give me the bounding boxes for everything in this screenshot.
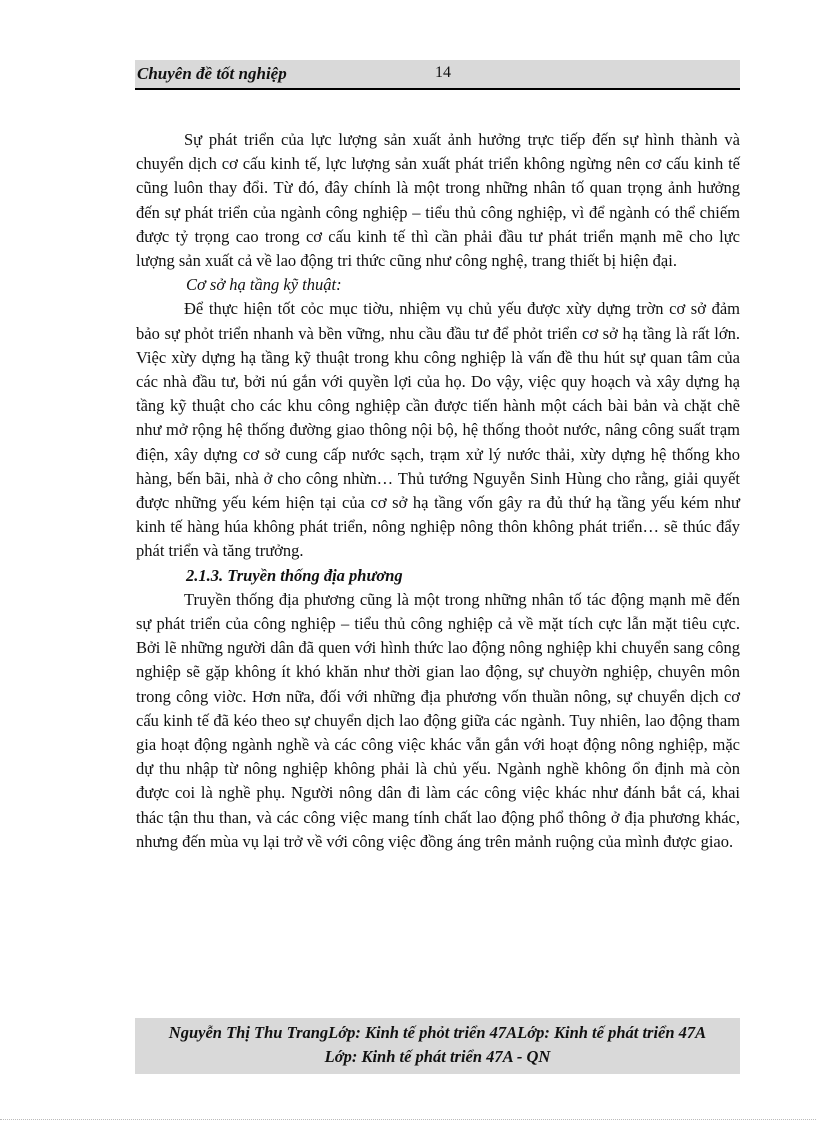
paragraph-local-tradition: Truyền thống địa phương cũng là một trong những nhân tố tác động mạnh mẽ đến sự phát triển của công nghiệp – tiểu thủ công nghiệp cả về mặt tích cực lẫn mặt tiêu cực. Bởi lẽ những người dân đã quen với hình thức lao động nông nghiệp khi chuyển sang công nghiệp sẽ gặp không ít khó khăn như thời gian lao động, sự chuyờn nghiệp, chuyên môn trong công viờc. Hơn nữa, đối với những địa phương vốn thuần nông, sự chuyển dịch cơ cấu kinh tế đã kéo theo sự chuyển dịch lao động giữa các ngành. Tuy nhiên, lao động tham gia hoạt động ngành nghề và các công việc khác vẫn gắn với hoạt động nông nghiệp, mặc dự thu nhập từ nông nghiệp không phải là chủ yếu. Ngành nghề không ổn định mà còn được coi là nghề phụ. Người nông dân đi làm các công việc khác như đánh bắt cá, khai thác tận thu than, và các công việc mang tính chất lao động phổ thông ở địa phương khác, nhưng đến mùa vụ lại trở về với công việc đồng áng trên mảnh ruộng của mình được giao.: [136, 589, 740, 851]
document-body: [136, 128, 740, 854]
page-number: 14: [435, 64, 451, 81]
page-bottom-divider: [0, 1119, 816, 1120]
paragraph-infrastructure: Để thực hiện tốt cỏc mục tiờu, nhiệm vụ chủ yếu được xừy dựng trờn cơ sở đảm bảo sự phỏt triển nhanh và bền vững, nhu cầu đầu tư để phỏt triển cơ sở hạ tầng là rất lớn. Việc xừy dựng hạ tầng kỹ thuật trong khu công nghiệp là vấn đề thu hút sự quan tâm của các nhà đầu tư, bởi nú gắn với quyền lợi của họ. Do vậy, việc quy hoạch và xây dựng hạ tầng kỹ thuật cho các khu công nghiệp cần được tiến hành một cách bài bản và chặt chẽ như mở rộng hệ thống đường giao thông nội bộ, hệ thống thoỏt nước, nâng công suất trạm điện, xây dựng cơ sở cung cấp nước sạch, trạm xử lý nước thải, xừy dựng hệ thống kho hàng, bến bãi, nhà ở cho công nhừn… Thủ tướng Nguyễn Sinh Hùng cho rằng, giải quyết được những yếu kém hiện tại của cơ sở hạ tầng vốn gây ra đủ thứ hạ tầng yếu kém như kinh tế hàng húa không phát triển, nông nghiệp nông thôn không phát triển… sẽ thúc đẩy phát triển và tăng trưởng.: [136, 299, 740, 561]
section-heading-local-tradition: 2.1.3. Truyền thống địa phương: [186, 565, 403, 585]
paragraph-production-forces: Sự phát triển của lực lượng sản xuất ảnh hưởng trực tiếp đến sự hình thành và chuyển dịch cơ cấu kinh tế, lực lượng sản xuất phát triển không ngừng nên cơ cấu kinh tế cũng luôn thay đổi. Từ đó, đây chính là một trong những nhân tố quan trọng ảnh hưởng đến sự phát triển của ngành công nghiệp – tiểu thủ công nghiệp, vì để ngành có thể chiếm được tỷ trọng cao trong cơ cấu kinh tế thì cần phải đầu tư phát triển mạnh mẽ cho lực lượng sản xuất cả về lao động tri thức cũng như công nghệ, trang thiết bị hiện đại.: [136, 130, 740, 271]
footer-class-line: Lớp: Kinh tế phát triển 47A - QN: [324, 1047, 551, 1066]
document-title: Chuyên đề tốt nghiệp: [137, 64, 287, 83]
footer-author-line: Nguyễn Thị Thu TrangLớp: Kinh tế phỏt triển 47ALớp: Kinh tế phát triển 47A: [168, 1023, 707, 1042]
subheading-infrastructure: Cơ sở hạ tầng kỹ thuật:: [186, 275, 342, 295]
page-footer: [135, 1018, 740, 1074]
page-header: [135, 60, 740, 90]
